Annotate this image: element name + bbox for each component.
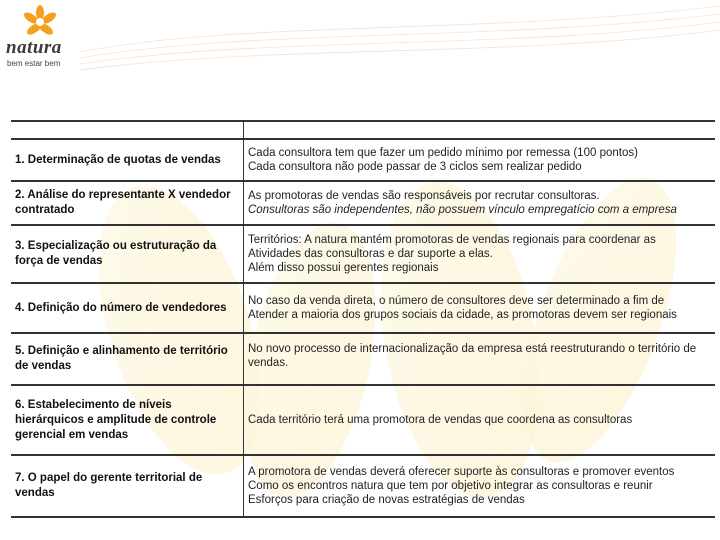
row-description — [243, 386, 715, 454]
natura-flower-logo-icon — [22, 4, 58, 40]
row-description-line: A promotora de vendas deverá oferecer suporte às consultoras e promover eventos — [248, 466, 675, 478]
brand-tagline: bem estar bem — [7, 59, 61, 68]
natura-logo[interactable] — [4, 4, 84, 66]
table-header-left — [11, 122, 243, 138]
row-description-line: Cada território terá uma promotora de vendas que coordena as consultoras — [248, 414, 633, 426]
row-description — [243, 182, 715, 224]
table-row — [11, 386, 715, 456]
row-description-line: Consultoras são independentes, não possuem vínculo empregatício com a empresa — [248, 204, 677, 216]
row-description-line: Cada consultora não pode passar de 3 ciclos sem realizar pedido — [248, 161, 582, 173]
row-topic: 1. Determinação de quotas de vendas — [15, 153, 221, 166]
row-description-line: vendas. — [248, 357, 289, 369]
brand-name: natura — [6, 37, 62, 58]
row-description — [243, 284, 715, 332]
row-description-line: No novo processo de internacionalização da empresa está reestruturando o território de — [248, 343, 697, 355]
table-row — [11, 284, 715, 334]
table-row — [11, 140, 715, 182]
table-row — [11, 456, 715, 518]
row-topic: 6. Estabelecimento de níveis hierárquicos e amplitude de controle gerencial em vendas — [15, 398, 217, 441]
row-description — [243, 334, 715, 384]
table-header-right — [243, 122, 715, 138]
row-description-line: Atender a maioria dos grupos sociais da cidade, as promotoras devem ser regionais — [248, 309, 677, 321]
row-topic: 4. Definição do número de vendedores — [15, 301, 227, 314]
row-topic: 2. Análise do representante X vendedor contratado — [15, 189, 231, 216]
table-row — [11, 226, 715, 284]
row-description-line: Como os encontros natura que tem por objetivo integrar as consultoras e reunir — [248, 480, 653, 492]
row-description-line: No caso da venda direta, o número de consultores deve ser determinado a fim de — [248, 295, 665, 307]
row-topic: 5. Definição e alinhamento de território de vendas — [15, 345, 228, 372]
row-description-line: Cada consultora tem que fazer um pedido mínimo por remessa (100 pontos) — [248, 147, 638, 159]
table-row — [11, 182, 715, 226]
row-topic: 3. Especialização ou estruturação da força de vendas — [15, 240, 217, 267]
row-description-line: Territórios: A natura mantém promotoras de vendas regionais para coordenar as — [248, 234, 656, 246]
row-description — [243, 456, 715, 516]
row-description — [243, 226, 715, 282]
row-topic: 7. O papel do gerente territorial de vendas — [15, 472, 203, 499]
table-header-row — [11, 120, 715, 140]
sales-structure-table — [11, 120, 715, 518]
row-description — [243, 140, 715, 180]
table-row — [11, 334, 715, 386]
row-description-line: Esforços para criação de novas estratégias de vendas — [248, 494, 525, 506]
row-description-line: Além disso possui gerentes regionais — [248, 262, 439, 274]
row-description-line: Atividades das consultoras e dar suporte a elas. — [248, 248, 493, 260]
row-description-line: As promotoras de vendas são responsáveis por recrutar consultoras. — [248, 190, 600, 202]
